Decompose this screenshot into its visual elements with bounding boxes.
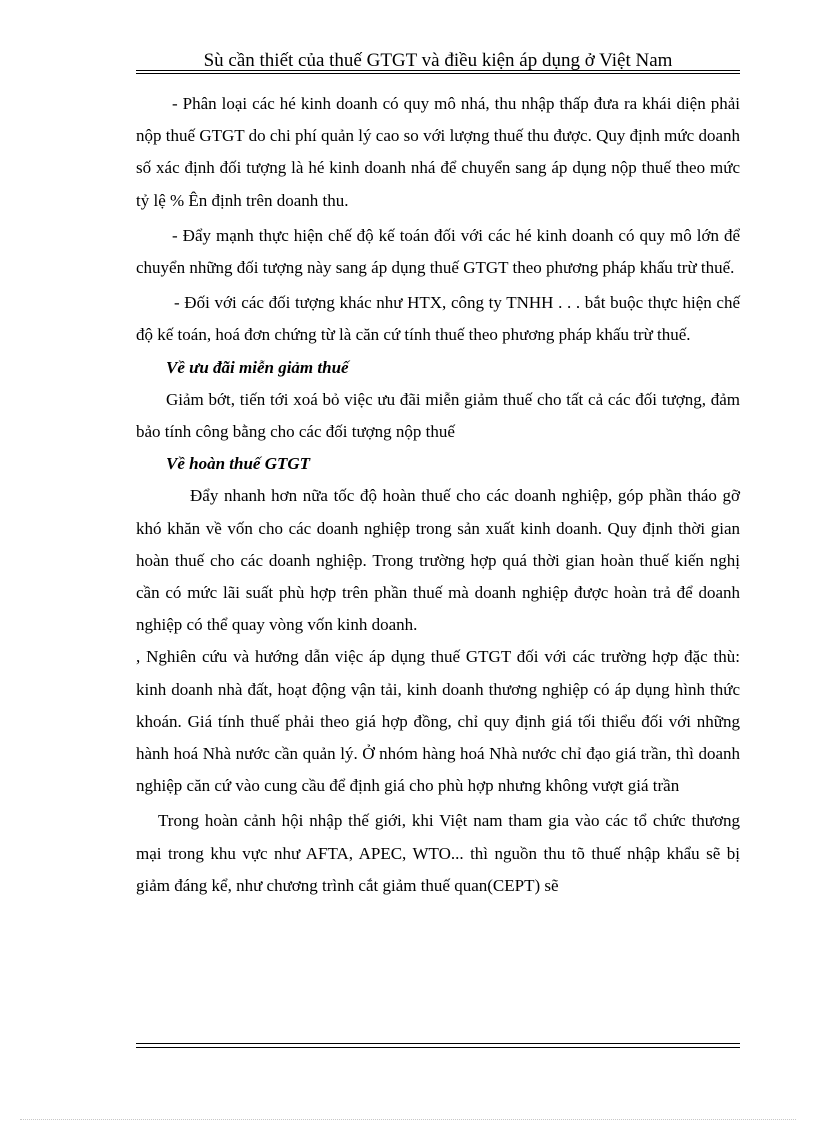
section-heading: Về hoàn thuế GTGT: [166, 454, 311, 474]
document-body: [136, 88, 740, 902]
header-rule: [136, 70, 740, 71]
footer-rule: [136, 1043, 740, 1044]
paragraph: - Phân loại các hé kinh doanh có quy mô nhá, thu nhập thấp đưa ra khái diện phải nộp thuế GTGT do chi phí quản lý cao so với lượng thuế thu được. Quy định mức doanh số xác định đối tượng là hé kinh doanh nhá để chuyển sang áp dụng nộp thuế theo mức tỷ lệ % Ên định trên doanh thu.: [136, 94, 740, 210]
page-header-title: Sù cần thiết của thuế GTGT và điều kiện áp dụng ở Việt Nam: [203, 50, 673, 71]
paragraph: - Đối với các đối tượng khác như HTX, công ty TNHH . . . bắt buộc thực hiện chế độ kế toán, hoá đơn chứng từ là căn cứ tính thuế theo phương pháp khấu trừ thuế.: [136, 293, 740, 345]
paragraph: , Nghiên cứu và hướng dẫn việc áp dụng thuế GTGT đối với các trường hợp đặc thù: kinh doanh nhà đất, hoạt động vận tải, kinh doanh thương nghiệp có áp dụng hình thức khoán. Giá tính thuế phải theo giá hợp đồng, chỉ quy định giá tối thiểu đối với những hành hoá Nhà nước cần quản lý. Ở nhóm hàng hoá Nhà nước chỉ đạo giá trần, thì doanh nghiệp căn cứ vào cung cầu để định giá cho phù hợp nhưng không vượt giá trần: [136, 647, 740, 796]
paragraph: Trong hoàn cảnh hội nhập thế giới, khi Việt nam tham gia vào các tổ chức thương mại trong khu vực như AFTA, APEC, WTO... thì nguồn thu tõ thuế nhập khẩu sẽ bị giảm đáng kể, như chương trình cắt giảm thuế quan(CEPT) sẽ: [136, 811, 740, 895]
paragraph: Giảm bớt, tiến tới xoá bỏ việc ưu đãi miễn giảm thuế cho tất cả các đối tượng, đảm bảo tính công bằng cho các đối tượng nộp thuế: [136, 389, 740, 442]
page-bottom-dotted-border: [20, 1119, 796, 1120]
footer-rule: [136, 1047, 740, 1048]
paragraph: Đẩy nhanh hơn nữa tốc độ hoàn thuế cho các doanh nghiệp, góp phần tháo gỡ khó khăn về vốn cho các doanh nghiệp trong sản xuất kinh doanh. Quy định thời gian hoàn thuế cho các doanh nghiệp. Trong trường hợp quá thời gian hoàn thuế kiến nghị cần có mức lãi suất phù hợp trên phần thuế mà doanh nghiệp được hoàn trả để doanh nghiệp có thể quay vòng vốn kinh doanh.: [136, 486, 740, 635]
section-heading: Về ưu đãi miễn giảm thuế: [166, 357, 349, 377]
header-rule: [136, 73, 740, 74]
paragraph: - Đẩy mạnh thực hiện chế độ kế toán đối với các hé kinh doanh có quy mô lớn để chuyển những đối tượng này sang áp dụng thuế GTGT theo phương pháp khấu trừ thuế.: [136, 225, 740, 278]
